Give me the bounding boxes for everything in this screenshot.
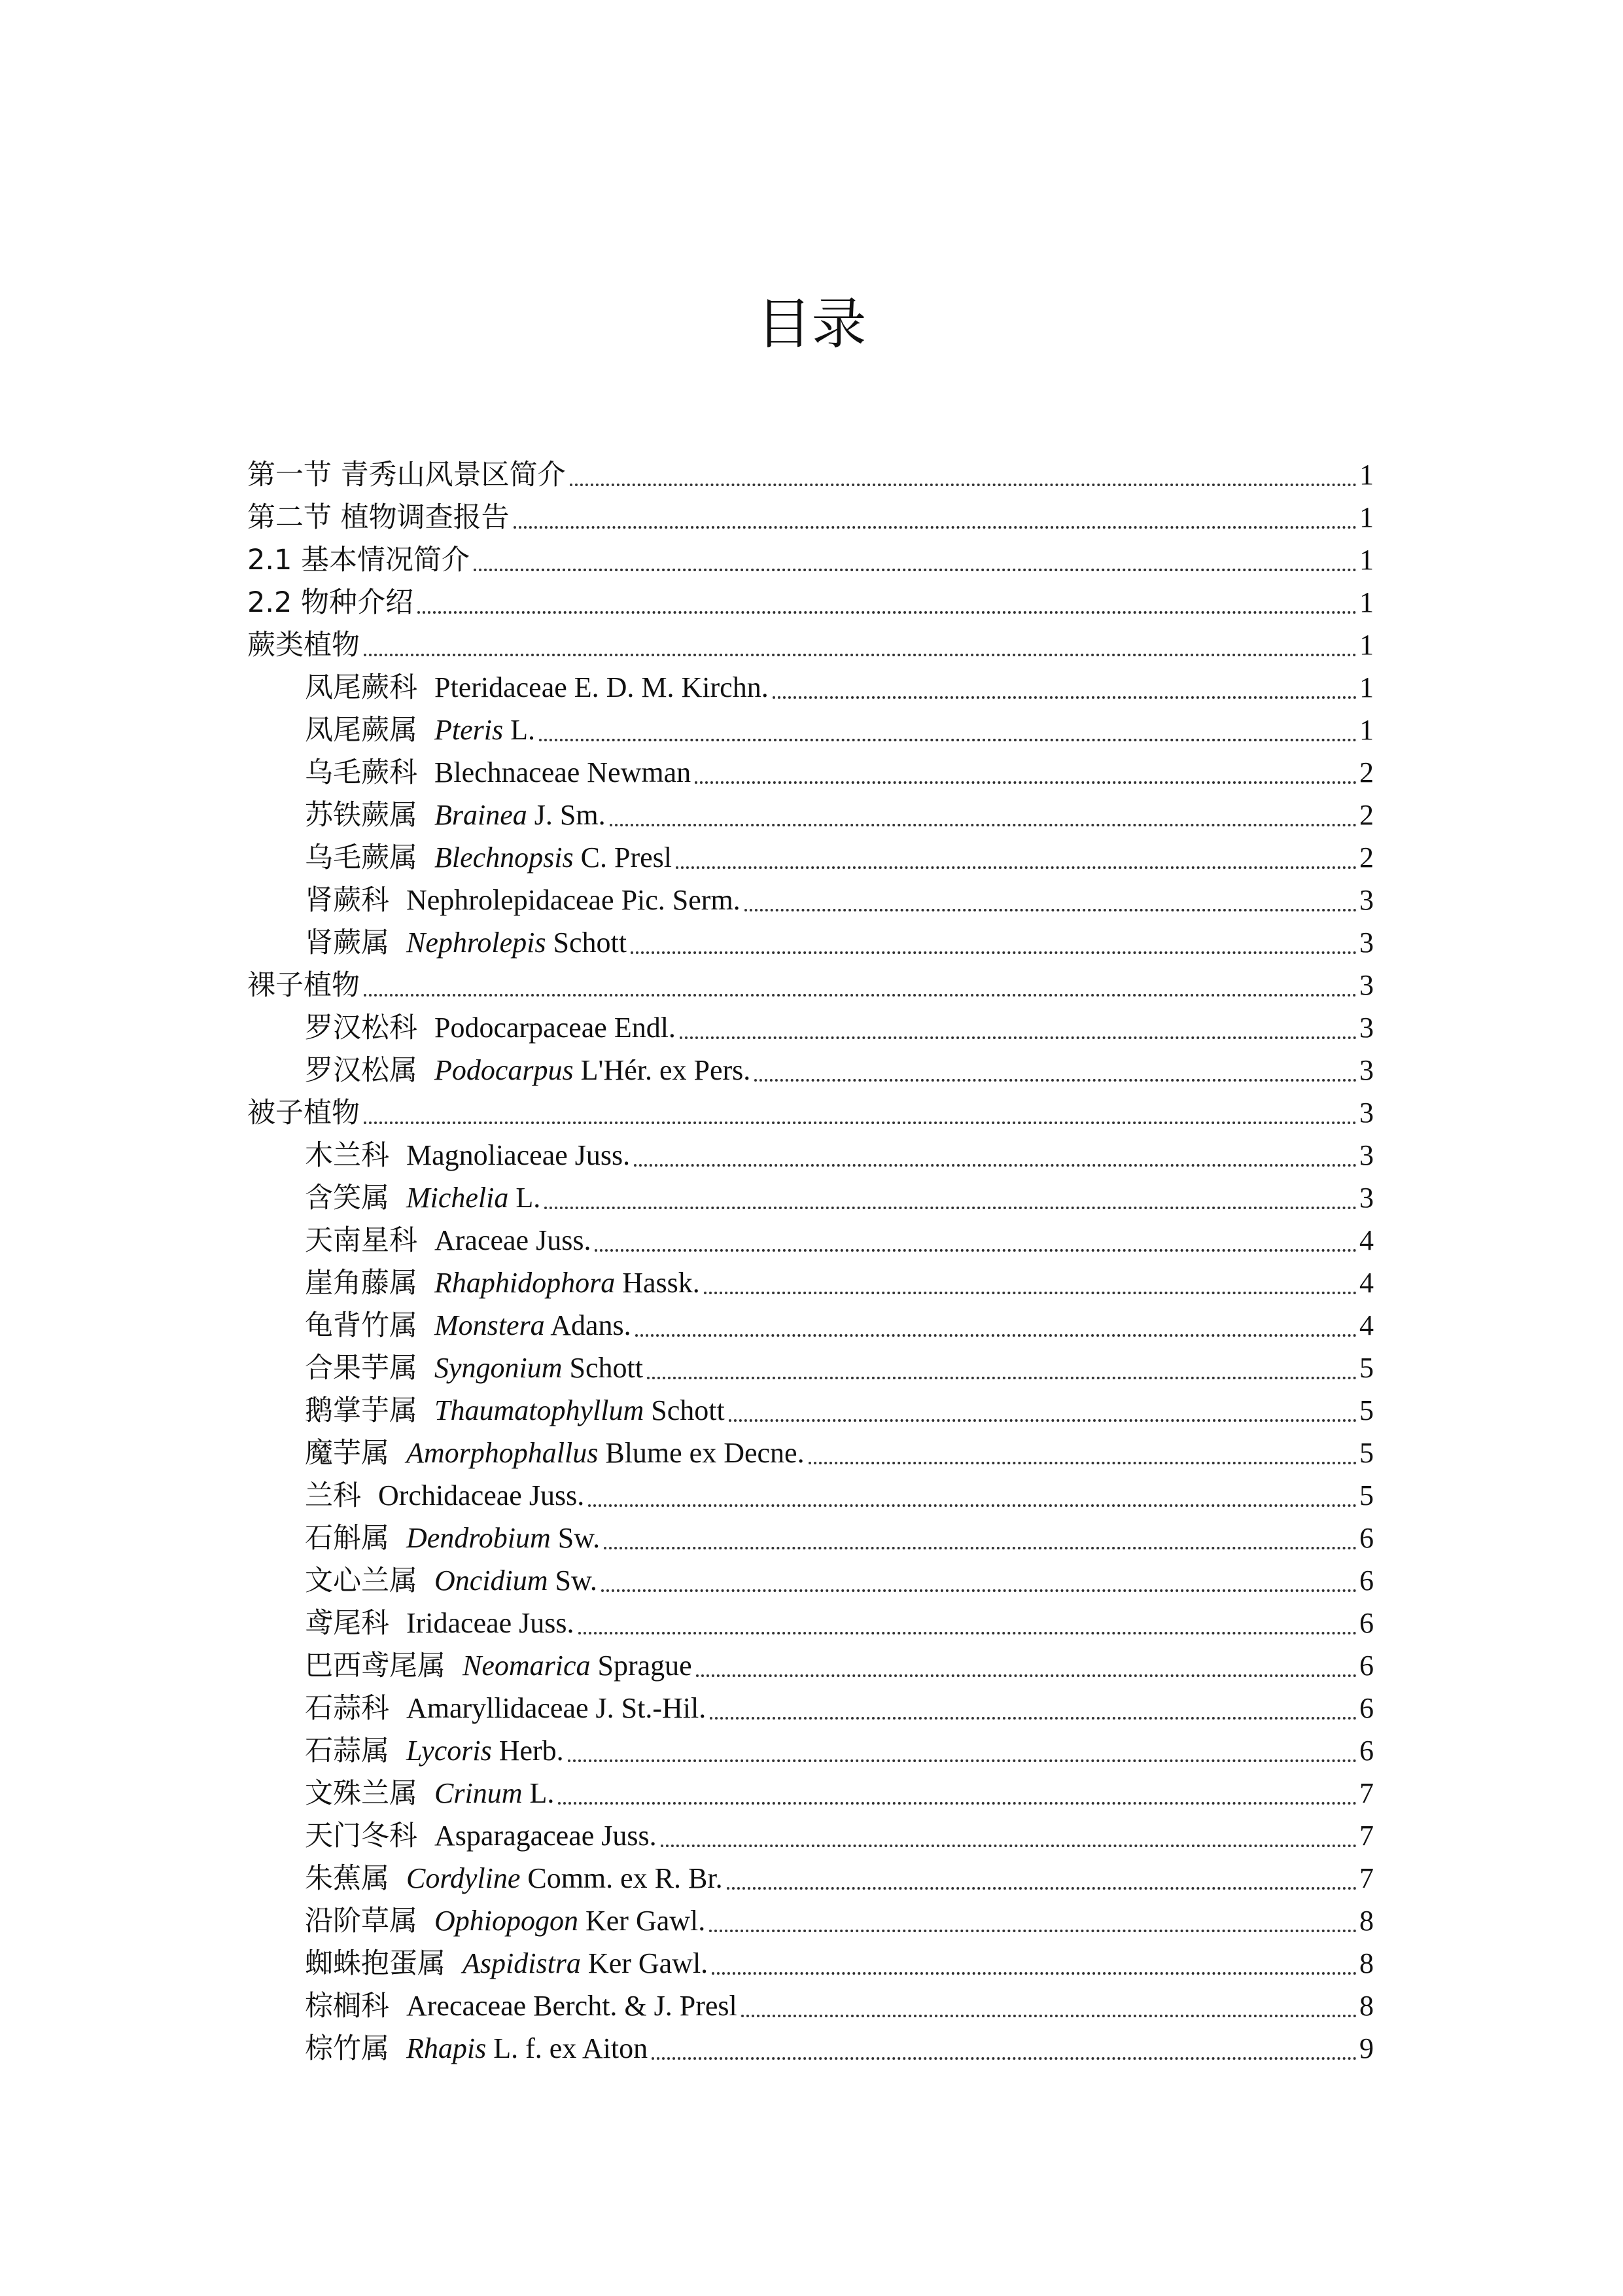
toc-page-number: 2 (1359, 756, 1374, 788)
toc-entry-authority: Ker Gawl. (578, 1905, 706, 1937)
toc-entry-authority: L. f. ex Aiton (486, 2032, 648, 2064)
toc-entry-authority: Schott (546, 927, 627, 959)
toc-entry-authority: Blechnaceae Newman (434, 756, 691, 788)
toc-entry-authority: Sprague (590, 1650, 692, 1682)
toc-entry-chinese-name: 罗汉松属 (305, 1054, 417, 1087)
toc-entry-chinese-name: 朱蕉属 (305, 1862, 389, 1895)
toc-entry-authority: J. Sm. (527, 799, 606, 831)
toc-page-number: 7 (1359, 1862, 1374, 1894)
toc-page-number: 8 (1359, 1905, 1374, 1937)
toc-entry-chinese-name: 乌毛蕨科 (305, 756, 417, 789)
toc-entry-genus-italic: Rhapis (406, 2032, 487, 2064)
toc-entry-scientific-name (434, 1264, 700, 1302)
toc-dot-leader (710, 1716, 1357, 1720)
toc-entry-label (305, 669, 769, 707)
toc-entry-chinese-name: 石斛属 (305, 1522, 389, 1555)
toc-entry-chinese-name: 蕨类植物 (247, 629, 360, 662)
toc-entry-genus-italic: Rhaphidophora (434, 1267, 616, 1299)
toc-entry-authority: Araceae Juss. (434, 1224, 591, 1256)
toc-entry[interactable] (247, 1430, 1374, 1472)
toc-entry-authority: Iridaceae Juss. (406, 1607, 574, 1639)
toc-entry-chinese-name: 苏铁蕨属 (305, 799, 417, 832)
toc-entry-authority: Hassk. (615, 1267, 700, 1299)
toc-entry[interactable] (247, 664, 1374, 707)
toc-entry-genus-italic: Ophiopogon (434, 1905, 578, 1937)
toc-entry[interactable] (247, 1770, 1374, 1812)
toc-entry-chinese-name: 崖角藤属 (305, 1267, 417, 1299)
toc-entry[interactable] (247, 1174, 1374, 1217)
toc-dot-leader (741, 2014, 1357, 2017)
toc-dot-leader (364, 653, 1357, 656)
toc-dot-leader (704, 1291, 1357, 1294)
toc-page-number: 6 (1359, 1607, 1374, 1639)
toc-entry-chinese-name: 鹅掌芋属 (305, 1394, 417, 1427)
toc-entry-scientific-name (434, 1349, 643, 1387)
toc-entry-label (305, 1349, 643, 1387)
toc-page-number: 5 (1359, 1394, 1374, 1426)
toc-entry-authority: Sw. (550, 1522, 601, 1554)
toc-entry[interactable] (247, 537, 1374, 579)
toc-dot-leader (604, 1546, 1357, 1549)
toc-dot-leader (696, 1674, 1357, 1677)
toc-entry-authority: Arecaceae Bercht. & J. Presl (406, 1990, 737, 2022)
toc-entry-authority: L. (522, 1777, 555, 1809)
toc-entry-scientific-name (462, 1647, 692, 1685)
toc-page-number: 4 (1359, 1267, 1374, 1299)
toc-entry-label (305, 1775, 554, 1812)
toc-entry[interactable] (247, 1089, 1374, 1132)
toc-entry-label (305, 839, 672, 877)
toc-entry-authority: Orchidaceae Juss. (378, 1479, 585, 1511)
toc-dot-leader (364, 1121, 1357, 1124)
toc-page-number: 7 (1359, 1820, 1374, 1852)
toc-entry-authority: Adans. (544, 1309, 631, 1341)
toc-entry[interactable] (247, 749, 1374, 792)
toc-dot-leader (676, 866, 1357, 869)
toc-entry-scientific-name (434, 1392, 725, 1430)
toc-entry-scientific-name (462, 1945, 708, 1983)
toc-entry-label (305, 1732, 564, 1770)
toc-entry-scientific-name (406, 1179, 540, 1217)
toc-dot-leader (680, 1036, 1357, 1039)
toc-dot-leader (570, 483, 1357, 486)
toc-entry-label (305, 1987, 737, 2025)
toc-entry-authority: Blume ex Decne. (598, 1437, 805, 1469)
toc-entry[interactable] (247, 1727, 1374, 1770)
toc-entry-chinese-name: 凤尾蕨科 (305, 671, 417, 704)
toc-page-number: 6 (1359, 1650, 1374, 1682)
toc-entry-genus-italic: Nephrolepis (406, 927, 546, 959)
toc-entry[interactable] (247, 494, 1374, 537)
toc-page-number: 8 (1359, 1990, 1374, 2022)
toc-dot-leader (652, 2057, 1357, 2060)
toc-entry-label (305, 796, 606, 834)
toc-entry-chinese-name: 天南星科 (305, 1224, 417, 1257)
toc-entry-authority: L. (508, 1182, 541, 1214)
toc-page-number: 2 (1359, 841, 1374, 874)
toc-entry-label (247, 456, 566, 494)
toc-entry[interactable] (247, 877, 1374, 919)
toc-entry[interactable] (247, 1260, 1374, 1302)
toc-entry-scientific-name (406, 2030, 648, 2068)
toc-dot-leader (634, 1163, 1357, 1167)
toc-page-number: 8 (1359, 1947, 1374, 1979)
toc-entry-scientific-name (434, 711, 535, 749)
toc-entry-scientific-name (434, 1562, 597, 1600)
toc-entry[interactable] (247, 919, 1374, 962)
toc-entry-authority: Amaryllidaceae J. St.-Hil. (406, 1692, 707, 1724)
toc-entry-label (247, 966, 360, 1004)
toc-page-number: 1 (1359, 671, 1374, 703)
toc-entry-label (305, 881, 741, 919)
toc-dot-leader (558, 1801, 1357, 1805)
toc-entry-chinese-name: 第二节 植物调查报告 (247, 501, 510, 534)
toc-entry-genus-italic: Lycoris (406, 1735, 492, 1767)
toc-entry-chinese-name: 棕榈科 (305, 1990, 389, 2022)
toc-entry-chinese-name: 肾蕨属 (305, 927, 389, 959)
toc-page-number: 5 (1359, 1352, 1374, 1384)
toc-entry-authority: Podocarpaceae Endl. (434, 1012, 676, 1044)
toc-entry-chinese-name: 龟背竹属 (305, 1309, 417, 1342)
toc-entry-label (305, 1519, 600, 1557)
toc-entry-label (305, 1264, 700, 1302)
toc-entry-chinese-name: 含笑属 (305, 1182, 389, 1214)
toc-entry[interactable] (247, 1472, 1374, 1515)
toc-dot-leader (712, 1971, 1357, 1975)
toc-entry-authority: Asparagaceae Juss. (434, 1820, 657, 1852)
toc-entry-genus-italic: Neomarica (462, 1650, 591, 1682)
toc-entry-scientific-name (434, 1222, 591, 1260)
toc-entry-label (305, 711, 535, 749)
toc-entry-scientific-name (406, 1732, 564, 1770)
toc-dot-leader (595, 1248, 1357, 1252)
toc-entry-label (305, 1434, 805, 1472)
toc-entry-chinese-name: 巴西鸢尾属 (305, 1650, 445, 1682)
toc-page-number: 3 (1359, 1054, 1374, 1086)
toc-entry-label (305, 1647, 692, 1685)
toc-entry-scientific-name (434, 1775, 554, 1812)
toc-entry-chinese-name: 2.1 基本情况简介 (247, 544, 470, 576)
toc-entry-genus-italic: Crinum (434, 1777, 523, 1809)
toc-page-number: 9 (1359, 2032, 1374, 2064)
toc-page-number: 7 (1359, 1777, 1374, 1809)
toc-entry[interactable] (247, 707, 1374, 749)
toc-entry[interactable] (247, 579, 1374, 622)
toc-entry-chinese-name: 石蒜属 (305, 1735, 389, 1767)
toc-entry-label (305, 924, 627, 962)
toc-entry-label (305, 1477, 584, 1515)
toc-entry-chinese-name: 魔芋属 (305, 1437, 389, 1470)
toc-entry-authority: Herb. (491, 1735, 564, 1767)
toc-entry-scientific-name (434, 1009, 676, 1047)
toc-dot-leader (744, 908, 1357, 911)
toc-dot-leader (474, 568, 1357, 571)
toc-page-number: 4 (1359, 1309, 1374, 1341)
toc-entry-chinese-name: 天门冬科 (305, 1820, 417, 1852)
toc-entry-label (305, 1860, 723, 1898)
toc-entry-chinese-name: 2.2 物种介绍 (247, 586, 414, 619)
toc-entry-genus-italic: Amorphophallus (406, 1437, 599, 1469)
toc-entry-label (305, 1009, 676, 1047)
toc-entry-label (305, 1179, 540, 1217)
toc-entry[interactable] (247, 1217, 1374, 1260)
toc-entry[interactable] (247, 1557, 1374, 1600)
toc-page-number: 1 (1359, 501, 1374, 533)
toc-entry-authority: C. Presl (573, 841, 672, 874)
toc-entry[interactable] (247, 1132, 1374, 1174)
toc-entry-label (247, 541, 470, 579)
toc-entry-chinese-name: 罗汉松科 (305, 1012, 417, 1044)
toc-entry-label (305, 1902, 705, 1940)
toc-entry-genus-italic: Aspidistra (462, 1947, 581, 1979)
toc-entry-authority: Magnoliaceae Juss. (406, 1139, 631, 1171)
toc-entry[interactable] (247, 1345, 1374, 1387)
toc-entry-scientific-name (406, 924, 627, 962)
toc-page-number: 4 (1359, 1224, 1374, 1256)
toc-page-number: 3 (1359, 969, 1374, 1001)
toc-entry-scientific-name (406, 1987, 737, 2025)
toc-entry-genus-italic: Brainea (434, 799, 527, 831)
toc-entry-genus-italic: Thaumatophyllum (434, 1394, 644, 1426)
toc-page-number: 3 (1359, 1182, 1374, 1214)
toc-entry-label (247, 584, 413, 622)
toc-entry-label (305, 1137, 630, 1174)
toc-dot-leader (514, 525, 1357, 529)
toc-page-number: 1 (1359, 459, 1374, 491)
toc-entry-authority: L. (503, 714, 535, 746)
toc-entry[interactable] (247, 1515, 1374, 1557)
toc-page-number: 2 (1359, 799, 1374, 831)
toc-entry-chinese-name: 石蒜科 (305, 1692, 389, 1725)
toc-dot-leader (601, 1589, 1357, 1592)
toc-entry[interactable] (247, 962, 1374, 1004)
toc-entry-scientific-name (406, 1519, 600, 1557)
toc-entry-chinese-name: 文殊兰属 (305, 1777, 417, 1810)
page-title: 目录 (756, 292, 867, 356)
toc-entry-genus-italic: Blechnopsis (434, 841, 574, 874)
toc-dot-leader (544, 1206, 1357, 1209)
toc-dot-leader (417, 610, 1357, 614)
toc-entry[interactable] (247, 834, 1374, 877)
toc-dot-leader (729, 1419, 1357, 1422)
toc-entry-label (305, 1689, 706, 1727)
toc-entry-chinese-name: 沿阶草属 (305, 1905, 417, 1937)
toc-page-number: 3 (1359, 1012, 1374, 1044)
toc-entry-label (305, 1392, 725, 1430)
toc-dot-leader (588, 1504, 1357, 1507)
toc-entry[interactable] (247, 1642, 1374, 1685)
toc-page-number: 3 (1359, 1139, 1374, 1171)
toc-entry-chinese-name: 蜘蛛抱蛋属 (305, 1947, 445, 1980)
toc-entry-genus-italic: Cordyline (406, 1862, 521, 1894)
toc-entry-genus-italic: Michelia (406, 1182, 509, 1214)
toc-page-number: 3 (1359, 927, 1374, 959)
toc-dot-leader (568, 1759, 1357, 1762)
toc-entry-authority: Ker Gawl. (580, 1947, 708, 1979)
toc-entry[interactable] (247, 1812, 1374, 1855)
toc-page-number: 5 (1359, 1479, 1374, 1511)
toc-page-number: 6 (1359, 1564, 1374, 1597)
toc-entry-label (305, 1604, 574, 1642)
toc-entry-chinese-name: 兰科 (305, 1479, 361, 1512)
toc-entry-genus-italic: Podocarpus (434, 1054, 574, 1086)
toc-entry[interactable] (247, 1685, 1374, 1727)
toc-entry-scientific-name (434, 1307, 631, 1345)
toc-entry-scientific-name (434, 1817, 657, 1855)
toc-entry-chinese-name: 凤尾蕨属 (305, 714, 417, 747)
toc-page-number: 3 (1359, 884, 1374, 916)
toc-entry[interactable] (247, 622, 1374, 664)
toc-entry-label (247, 1094, 360, 1132)
toc-dot-leader (647, 1376, 1357, 1379)
toc-entry-label (305, 1817, 657, 1855)
toc-dot-leader (661, 1844, 1357, 1847)
toc-entry[interactable] (247, 2025, 1374, 2068)
toc-entry-scientific-name (434, 796, 606, 834)
toc-page-number: 1 (1359, 629, 1374, 661)
toc-entry-label (247, 626, 360, 664)
toc-entry-authority: Pteridaceae E. D. M. Kirchn. (434, 671, 769, 703)
toc-entry-chinese-name: 裸子植物 (247, 969, 360, 1002)
toc-entry-genus-italic: Pteris (434, 714, 504, 746)
toc-entry[interactable] (247, 1855, 1374, 1898)
toc-dot-leader (695, 781, 1357, 784)
toc-entry[interactable] (247, 1898, 1374, 1940)
toc-entry-scientific-name (406, 1604, 574, 1642)
toc-dot-leader (539, 738, 1357, 741)
toc-entry[interactable] (247, 1940, 1374, 1983)
toc-entry-chinese-name: 乌毛蕨属 (305, 841, 417, 874)
toc-page-number: 1 (1359, 714, 1374, 746)
toc-page-number: 1 (1359, 544, 1374, 576)
toc-entry-scientific-name (434, 1902, 705, 1940)
toc-entry-scientific-name (406, 881, 741, 919)
toc-entry-scientific-name (406, 1689, 706, 1727)
toc-page-number: 6 (1359, 1692, 1374, 1724)
toc-entry-scientific-name (406, 1860, 723, 1898)
toc-entry-label (305, 754, 691, 792)
toc-dot-leader (578, 1631, 1357, 1634)
toc-page-number: 1 (1359, 586, 1374, 618)
toc-entry-genus-italic: Syngonium (434, 1352, 563, 1384)
toc-entry-chinese-name: 第一节 青秀山风景区简介 (247, 459, 566, 491)
toc-entry[interactable] (247, 1600, 1374, 1642)
toc-entry[interactable] (247, 1302, 1374, 1345)
toc-entry-label (305, 1562, 597, 1600)
toc-entry-label (305, 1307, 631, 1345)
toc-dot-leader (754, 1078, 1357, 1082)
toc-dot-leader (773, 696, 1357, 699)
toc-dot-leader (635, 1333, 1357, 1337)
toc-entry-authority: Schott (644, 1394, 725, 1426)
toc-entry-label (305, 1051, 750, 1089)
toc-entry[interactable] (247, 451, 1374, 494)
toc-entry-chinese-name: 肾蕨科 (305, 884, 389, 917)
toc-page-number: 5 (1359, 1437, 1374, 1469)
toc-entry-genus-italic: Dendrobium (406, 1522, 551, 1554)
toc-dot-leader (364, 993, 1357, 997)
toc-page-number: 6 (1359, 1735, 1374, 1767)
toc-entry-chinese-name: 被子植物 (247, 1097, 360, 1129)
toc-entry[interactable] (247, 792, 1374, 834)
toc-dot-leader (709, 1929, 1357, 1932)
table-of-contents (247, 451, 1374, 2068)
toc-page-number: 6 (1359, 1522, 1374, 1554)
toc-dot-leader (631, 951, 1357, 954)
toc-entry-label (305, 1222, 591, 1260)
toc-entry[interactable] (247, 1983, 1374, 2025)
toc-dot-leader (610, 823, 1357, 826)
toc-entry-authority: Nephrolepidaceae Pic. Serm. (406, 884, 741, 916)
toc-entry[interactable] (247, 1387, 1374, 1430)
toc-entry-label (247, 499, 510, 537)
toc-entry-scientific-name (406, 1137, 630, 1174)
toc-dot-leader (727, 1886, 1357, 1890)
toc-entry-scientific-name (406, 1434, 805, 1472)
toc-dot-leader (809, 1461, 1357, 1464)
toc-entry-scientific-name (434, 839, 672, 877)
toc-page-number: 3 (1359, 1097, 1374, 1129)
toc-entry-authority: Sw. (548, 1564, 597, 1597)
toc-entry-authority: L'Hér. ex Pers. (573, 1054, 751, 1086)
toc-entry-chinese-name: 文心兰属 (305, 1564, 417, 1597)
toc-entry-authority: Comm. ex R. Br. (520, 1862, 723, 1894)
toc-entry-genus-italic: Monstera (434, 1309, 545, 1341)
toc-entry-authority: Schott (562, 1352, 643, 1384)
toc-entry-genus-italic: Oncidium (434, 1564, 548, 1597)
toc-entry-scientific-name (378, 1477, 584, 1515)
toc-entry-scientific-name (434, 1051, 750, 1089)
toc-entry-scientific-name (434, 754, 691, 792)
toc-entry-chinese-name: 合果芋属 (305, 1352, 417, 1385)
toc-entry-label (305, 2030, 648, 2068)
toc-entry-scientific-name (434, 669, 769, 707)
toc-entry[interactable] (247, 1004, 1374, 1047)
toc-entry[interactable] (247, 1047, 1374, 1089)
toc-entry-chinese-name: 木兰科 (305, 1139, 389, 1172)
toc-entry-chinese-name: 棕竹属 (305, 2032, 389, 2065)
toc-entry-chinese-name: 鸢尾科 (305, 1607, 389, 1640)
toc-entry-label (305, 1945, 708, 1983)
